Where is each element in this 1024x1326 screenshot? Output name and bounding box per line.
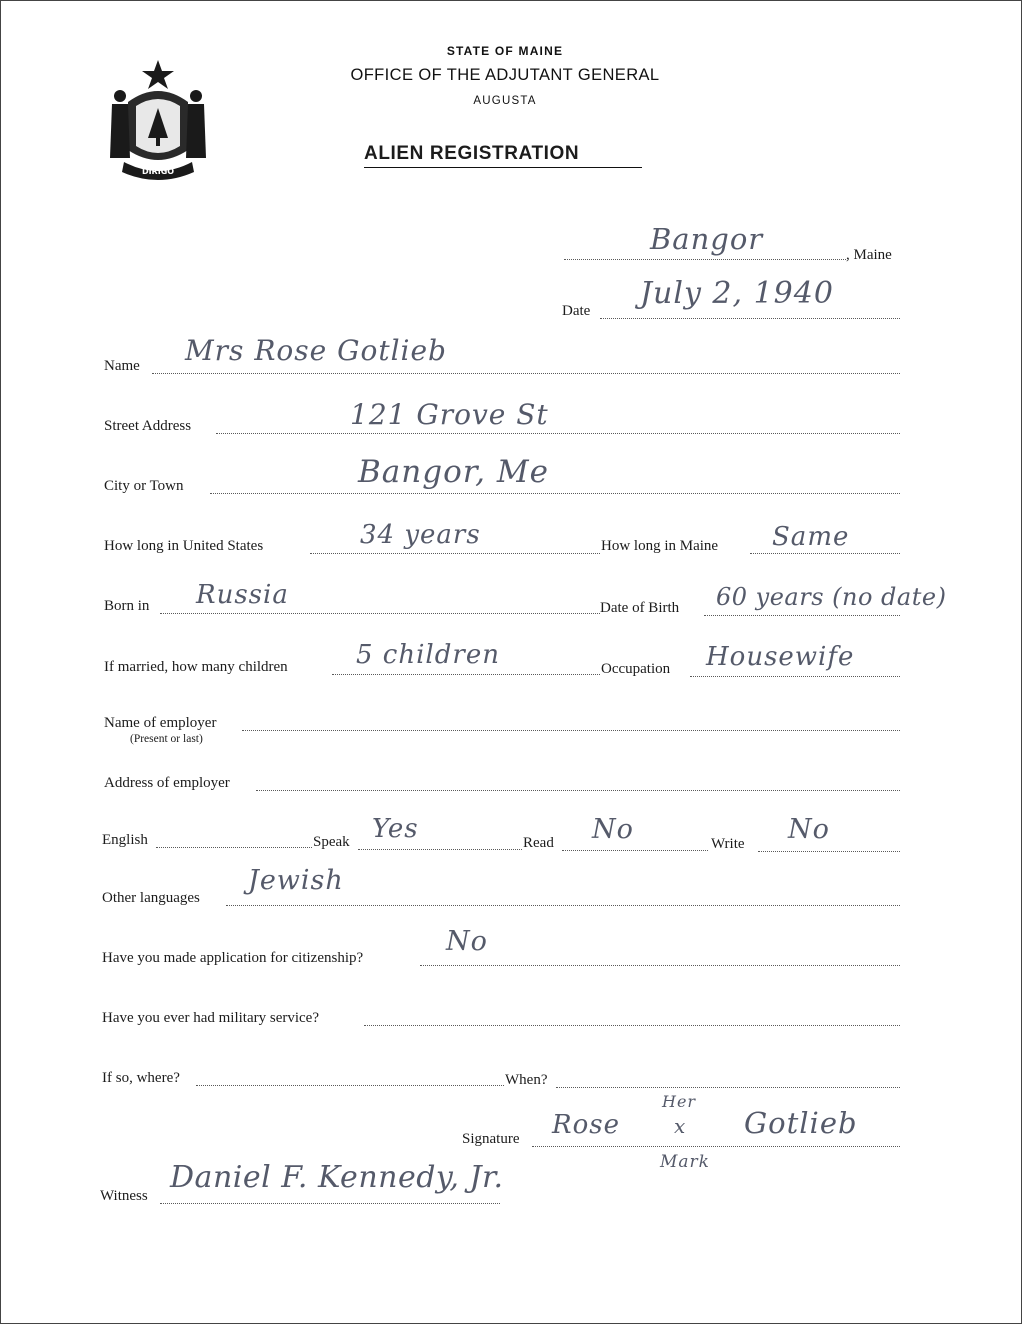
born-in-line — [160, 613, 600, 614]
occupation-value: Housewife — [706, 642, 855, 672]
occupation-label: Occupation — [601, 661, 671, 677]
name-value: Mrs Rose Gotlieb — [185, 334, 447, 367]
occupation-line — [690, 676, 900, 677]
form-title: ALIEN REGISTRATION — [364, 143, 642, 168]
city-label: City or Town — [104, 478, 184, 494]
where-line — [196, 1085, 504, 1086]
other-languages-line — [226, 905, 900, 906]
how-long-maine-value: Same — [772, 522, 850, 552]
children-label: If married, how many children — [104, 659, 288, 675]
signature-line — [532, 1146, 900, 1147]
signature-mark-top: Her — [662, 1092, 697, 1111]
how-long-us-value: 34 years — [360, 520, 481, 550]
witness-label: Witness — [100, 1188, 148, 1204]
signature-mark-bottom: Mark — [660, 1152, 710, 1172]
citizenship-label: Have you made application for citizenship? — [102, 950, 364, 966]
witness-value: Daniel F. Kennedy, Jr. — [170, 1160, 504, 1195]
date-of-birth-line — [704, 615, 900, 616]
born-in-label: Born in — [104, 598, 150, 614]
place-value: Bangor — [650, 222, 764, 256]
how-long-maine-line — [750, 553, 900, 554]
read-label: Read — [523, 835, 554, 851]
signature-first-name: Rose — [552, 1110, 620, 1140]
when-line — [556, 1087, 900, 1088]
employer-name-label: Name of employer — [104, 715, 217, 731]
name-line — [152, 373, 900, 374]
speak-line — [358, 849, 522, 850]
speak-label: Speak — [313, 834, 350, 850]
signature-label: Signature — [462, 1131, 520, 1147]
read-value: No — [592, 814, 634, 845]
military-line — [364, 1025, 900, 1026]
citizenship-line — [420, 965, 900, 966]
write-value: No — [788, 814, 830, 845]
date-label: Date — [562, 303, 591, 319]
employer-address-line — [256, 790, 900, 791]
office-heading: OFFICE OF THE ADJUTANT GENERAL — [350, 66, 660, 84]
employer-address-label: Address of employer — [104, 775, 230, 791]
employer-name-sublabel: (Present or last) — [130, 733, 203, 745]
place-line — [564, 259, 846, 260]
speak-value: Yes — [372, 814, 419, 844]
place-suffix: , Maine — [846, 247, 892, 263]
children-value: 5 children — [356, 640, 500, 670]
born-in-value: Russia — [196, 580, 289, 610]
other-languages-value: Jewish — [248, 865, 344, 896]
city-value: Bangor, Me — [358, 454, 549, 490]
english-line — [156, 847, 312, 848]
street-address-value: 121 Grove St — [350, 398, 549, 431]
date-line — [600, 318, 900, 319]
how-long-us-label: How long in United States — [104, 538, 264, 554]
military-label: Have you ever had military service? — [102, 1010, 319, 1026]
date-of-birth-value: 60 years (no date) — [716, 583, 947, 611]
when-label: When? — [505, 1072, 548, 1088]
where-label: If so, where? — [102, 1070, 180, 1086]
date-of-birth-label: Date of Birth — [600, 600, 680, 616]
signature-last-name: Gotlieb — [744, 1106, 858, 1140]
name-label: Name — [104, 358, 140, 374]
date-value: July 2, 1940 — [640, 276, 834, 311]
signature-mark-x: x — [674, 1114, 687, 1138]
english-label: English — [102, 832, 148, 848]
city-heading: AUGUSTA — [473, 95, 537, 107]
write-line — [758, 851, 900, 852]
read-line — [562, 850, 708, 851]
write-label: Write — [711, 836, 745, 852]
children-line — [332, 674, 600, 675]
seal-motto: DIRIGO — [141, 167, 175, 176]
state-seal-icon — [104, 58, 212, 182]
other-languages-label: Other languages — [102, 890, 200, 906]
citizenship-value: No — [446, 926, 488, 957]
how-long-us-line — [310, 553, 600, 554]
state-heading: STATE OF MAINE — [446, 44, 564, 58]
employer-name-line — [242, 730, 900, 731]
city-line — [210, 493, 900, 494]
how-long-maine-label: How long in Maine — [601, 538, 719, 554]
street-address-label: Street Address — [104, 418, 192, 434]
witness-line — [160, 1203, 500, 1204]
street-address-line — [216, 433, 900, 434]
